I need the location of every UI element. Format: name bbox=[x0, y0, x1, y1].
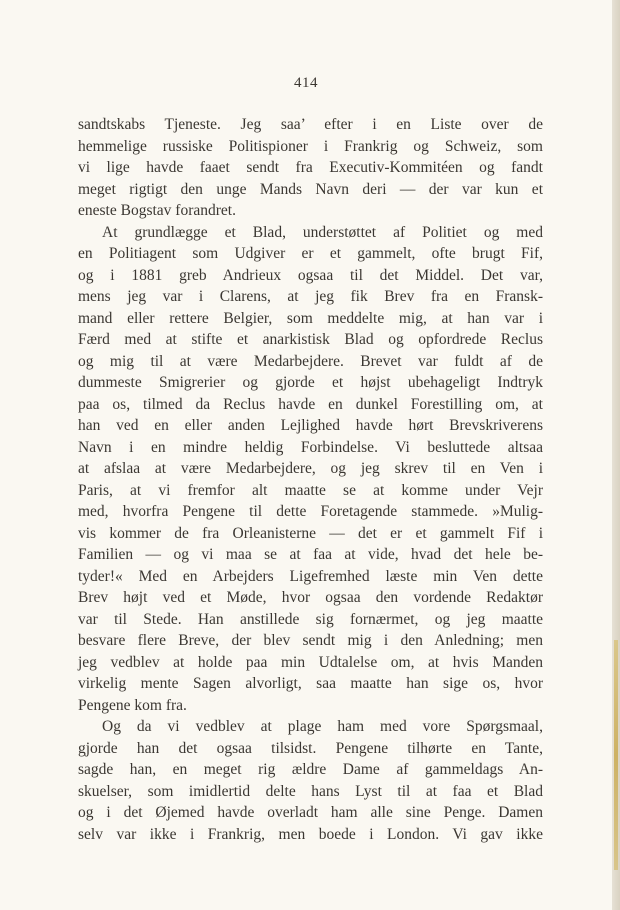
text-line: gjorde han det ogsaa tilsidst. Pengene tilhørte en Tante, bbox=[78, 739, 543, 757]
text-line: og i 1881 greb Andrieux ogsaa til det Middel. Det var, bbox=[78, 266, 543, 284]
text-line: vis kommer de fra Orleanisterne — det er et gammelt Fif i bbox=[78, 524, 543, 542]
text-line: At grundlægge et Blad, understøttet af Politiet og med bbox=[102, 223, 543, 241]
text-line: og mig til at være Medarbejdere. Brevet var fuldt af de bbox=[78, 352, 543, 370]
text-line: Færd med at stifte et anarkistisk Blad og opfordrede Reclus bbox=[78, 331, 543, 348]
text-line: selv var ikke i Frankrig, men boede i London. Vi gav ikke bbox=[78, 825, 543, 843]
text-line: Pengene kom fra. bbox=[78, 696, 187, 714]
gutter-mark bbox=[614, 640, 618, 870]
text-line: sandtskabs Tjeneste. Jeg saa’ efter i en Liste over de bbox=[78, 116, 543, 133]
text-line: og i det Øjemed havde overladt ham alle sine Penge. Damen bbox=[78, 804, 543, 821]
text-line: med, hvorfra Pengene til dette Foretagende stammede. »Mulig- bbox=[78, 503, 543, 520]
text-line: Og da vi vedblev at plage ham med vore Spørgsmaal, bbox=[102, 718, 543, 735]
text-line: virkelig mente Sagen alvorligt, saa maatte han sige os, hvor bbox=[78, 675, 543, 692]
text-line: Navn i en mindre heldig Forbindelse. Vi besluttede altsaa bbox=[78, 438, 543, 456]
text-line: mand eller rettere Belgier, som meddelte mig, at han var i bbox=[78, 309, 543, 327]
page-gutter bbox=[612, 0, 620, 910]
text-line: var til Stede. Han anstillede sig fornærmet, og jeg maatte bbox=[78, 610, 543, 628]
body-text bbox=[78, 114, 543, 845]
text-line: skuelser, som imidlertid delte hans Lyst til at faa et Blad bbox=[78, 782, 543, 800]
text-line: en Politiagent som Udgiver er et gammelt, ofte brugt Fif, bbox=[78, 245, 543, 262]
text-line: vi lige havde faaet sendt fra Executiv-Kommitéen og fandt bbox=[78, 159, 543, 176]
page-number: 414 bbox=[294, 75, 318, 91]
text-line: Brev højt ved et Møde, hvor ogsaa den vordende Redaktør bbox=[78, 589, 543, 606]
text-line: besvare flere Breve, der blev sendt mig i den Anledning; men bbox=[78, 632, 543, 649]
text-line: jeg vedblev at holde paa min Udtalelse om, at hvis Manden bbox=[78, 653, 543, 671]
text-line: sagde han, en meget rig ældre Dame af gammeldags An- bbox=[78, 761, 543, 778]
text-line: tyder!« Med en Arbejders Ligefremhed læste min Ven dette bbox=[78, 567, 543, 585]
text-line: han ved en eller anden Lejlighed havde hørt Brevskriverens bbox=[78, 417, 543, 434]
text-line: paa os, tilmed da Reclus havde en dunkel Forestilling om, at bbox=[78, 395, 543, 413]
text-line: at afslaa at være Medarbejdere, og jeg skrev til en Ven i bbox=[78, 460, 543, 477]
text-line: Familien — og vi maa se at faa at vide, hvad det hele be- bbox=[78, 546, 543, 563]
text-line: Paris, at vi fremfor alt maatte se at komme under Vejr bbox=[78, 481, 543, 499]
text-line: dummeste Smigrerier og gjorde et højst ubehageligt Indtryk bbox=[78, 374, 543, 391]
text-line: hemmelige russiske Politispioner i Frankrig og Schweiz, som bbox=[78, 137, 543, 155]
text-line: mens jeg var i Clarens, at jeg fik Brev fra en Fransk- bbox=[78, 288, 543, 305]
text-line: meget rigtigt den unge Mands Navn deri — der var kun et bbox=[78, 180, 543, 198]
text-line: eneste Bogstav forandret. bbox=[78, 202, 236, 219]
